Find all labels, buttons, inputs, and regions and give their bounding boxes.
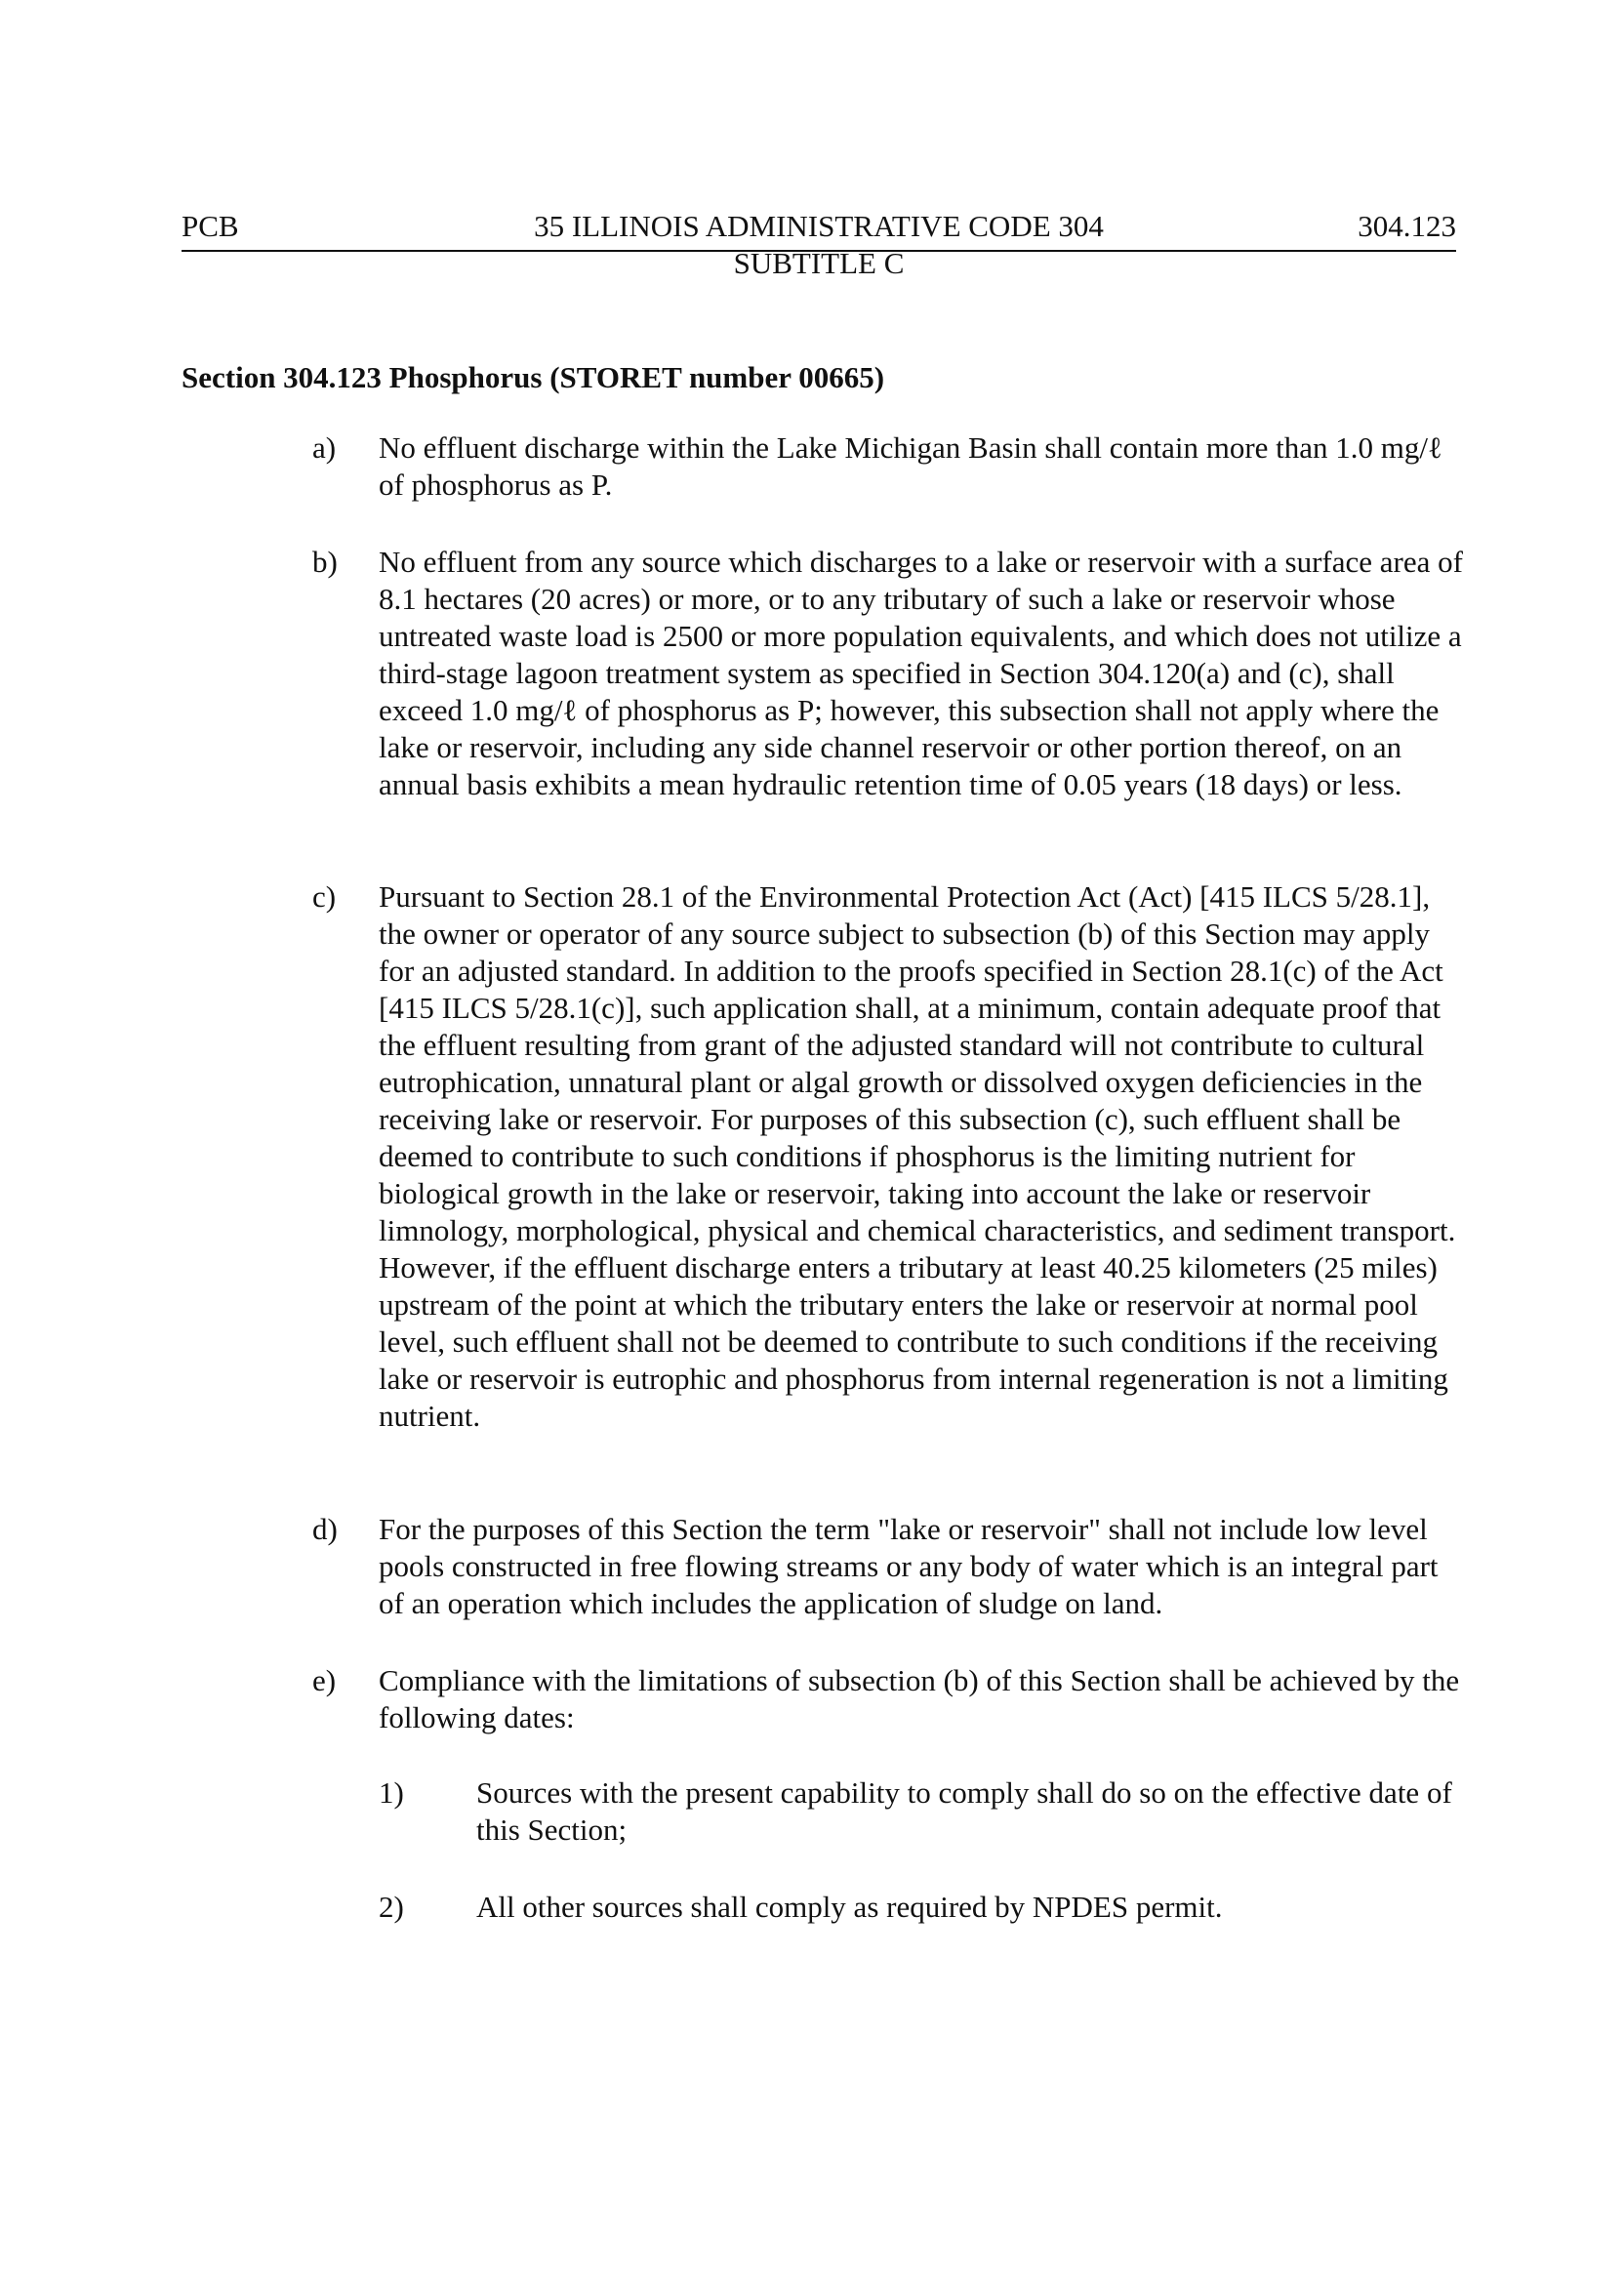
header-subtitle: SUBTITLE C [733, 246, 905, 280]
subsection-marker: 2) [379, 1890, 404, 1924]
subsection-text: Compliance with the limitations of subsection (b) of this Section shall be achieved by the following dates: [379, 1663, 1460, 1734]
subsection-text: For the purposes of this Section the term "lake or reservoir" shall not include low level pools constructed in free flowing streams or any body of water which is an integral part of an operation which includes the application of sludge on land. [379, 1512, 1439, 1620]
subsection-marker: a) [312, 430, 337, 465]
subsection-text: All other sources shall comply as required by NPDES permit. [476, 1890, 1223, 1924]
subsection-marker: e) [312, 1663, 337, 1697]
subsection-marker: c) [312, 879, 337, 914]
header-agency: PCB [182, 209, 239, 243]
subsection-marker: b) [312, 545, 338, 579]
section-title: Section 304.123 Phosphorus (STORET number 00665) [182, 360, 885, 394]
header-code-title: 35 ILLINOIS ADMINISTRATIVE CODE 304 [534, 209, 1104, 243]
subsection-marker: d) [312, 1512, 338, 1546]
subsection-text: No effluent discharge within the Lake Michigan Basin shall contain more than 1.0 mg/ℓ of phosphorus as P. [379, 430, 1442, 502]
subsection-marker: 1) [379, 1775, 404, 1810]
subsection-text: Sources with the present capability to comply shall do so on the effective date of this Section; [476, 1775, 1452, 1847]
subsection-text: No effluent from any source which discharges to a lake or reservoir with a surface area of 8.1 hectares (20 acres) or more, or to any tributary of such a lake or reservoir whose untreated waste load is 2500 or more population equivalents, and which does not utilize a third-stage lagoon treatment system as specified in Section 304.120(a) and (c), shall exceed 1.0 mg/ℓ of phosphorus as P; however, this subsection shall not apply where the lake or reservoir, including any side channel reservoir or other portion thereof, on an annual basis exhibits a mean hydraulic retention time of 0.05 years (18 days) or less. [379, 545, 1463, 801]
header-section-number: 304.123 [1358, 209, 1456, 243]
subsection-text: Pursuant to Section 28.1 of the Environmental Protection Act (Act) [415 ILCS 5/28.1], the owner or operator of any source subject to subsection (b) of this Section may apply for an adjusted standard. In addition to the proofs specified in Section 28.1(c) of the Act [415 ILCS 5/28.1(c)], such application shall, at a minimum, contain adequate proof that the effluent resulting from grant of the adjusted standard will not contribute to cultural eutrophication, unnatural plant or algal growth or dissolved oxygen deficiencies in the receiving lake or reservoir. For purposes of this subsection (c), such effluent shall be deemed to contribute to such conditions if phosphorus is the limiting nutrient for biological growth in the lake or reservoir, taking into account the lake or reservoir limnology, morphological, physical and chemical characteristics, and sediment transport. However, if the effluent discharge enters a tributary at least 40.25 kilometers (25 miles) upstream of the point at which the tributary enters the lake or reservoir at normal pool level, such effluent shall not be deemed to contribute to such conditions if the receiving lake or reservoir is eutrophic and phosphorus from internal regeneration is not a limiting nutrient. [379, 879, 1456, 1433]
